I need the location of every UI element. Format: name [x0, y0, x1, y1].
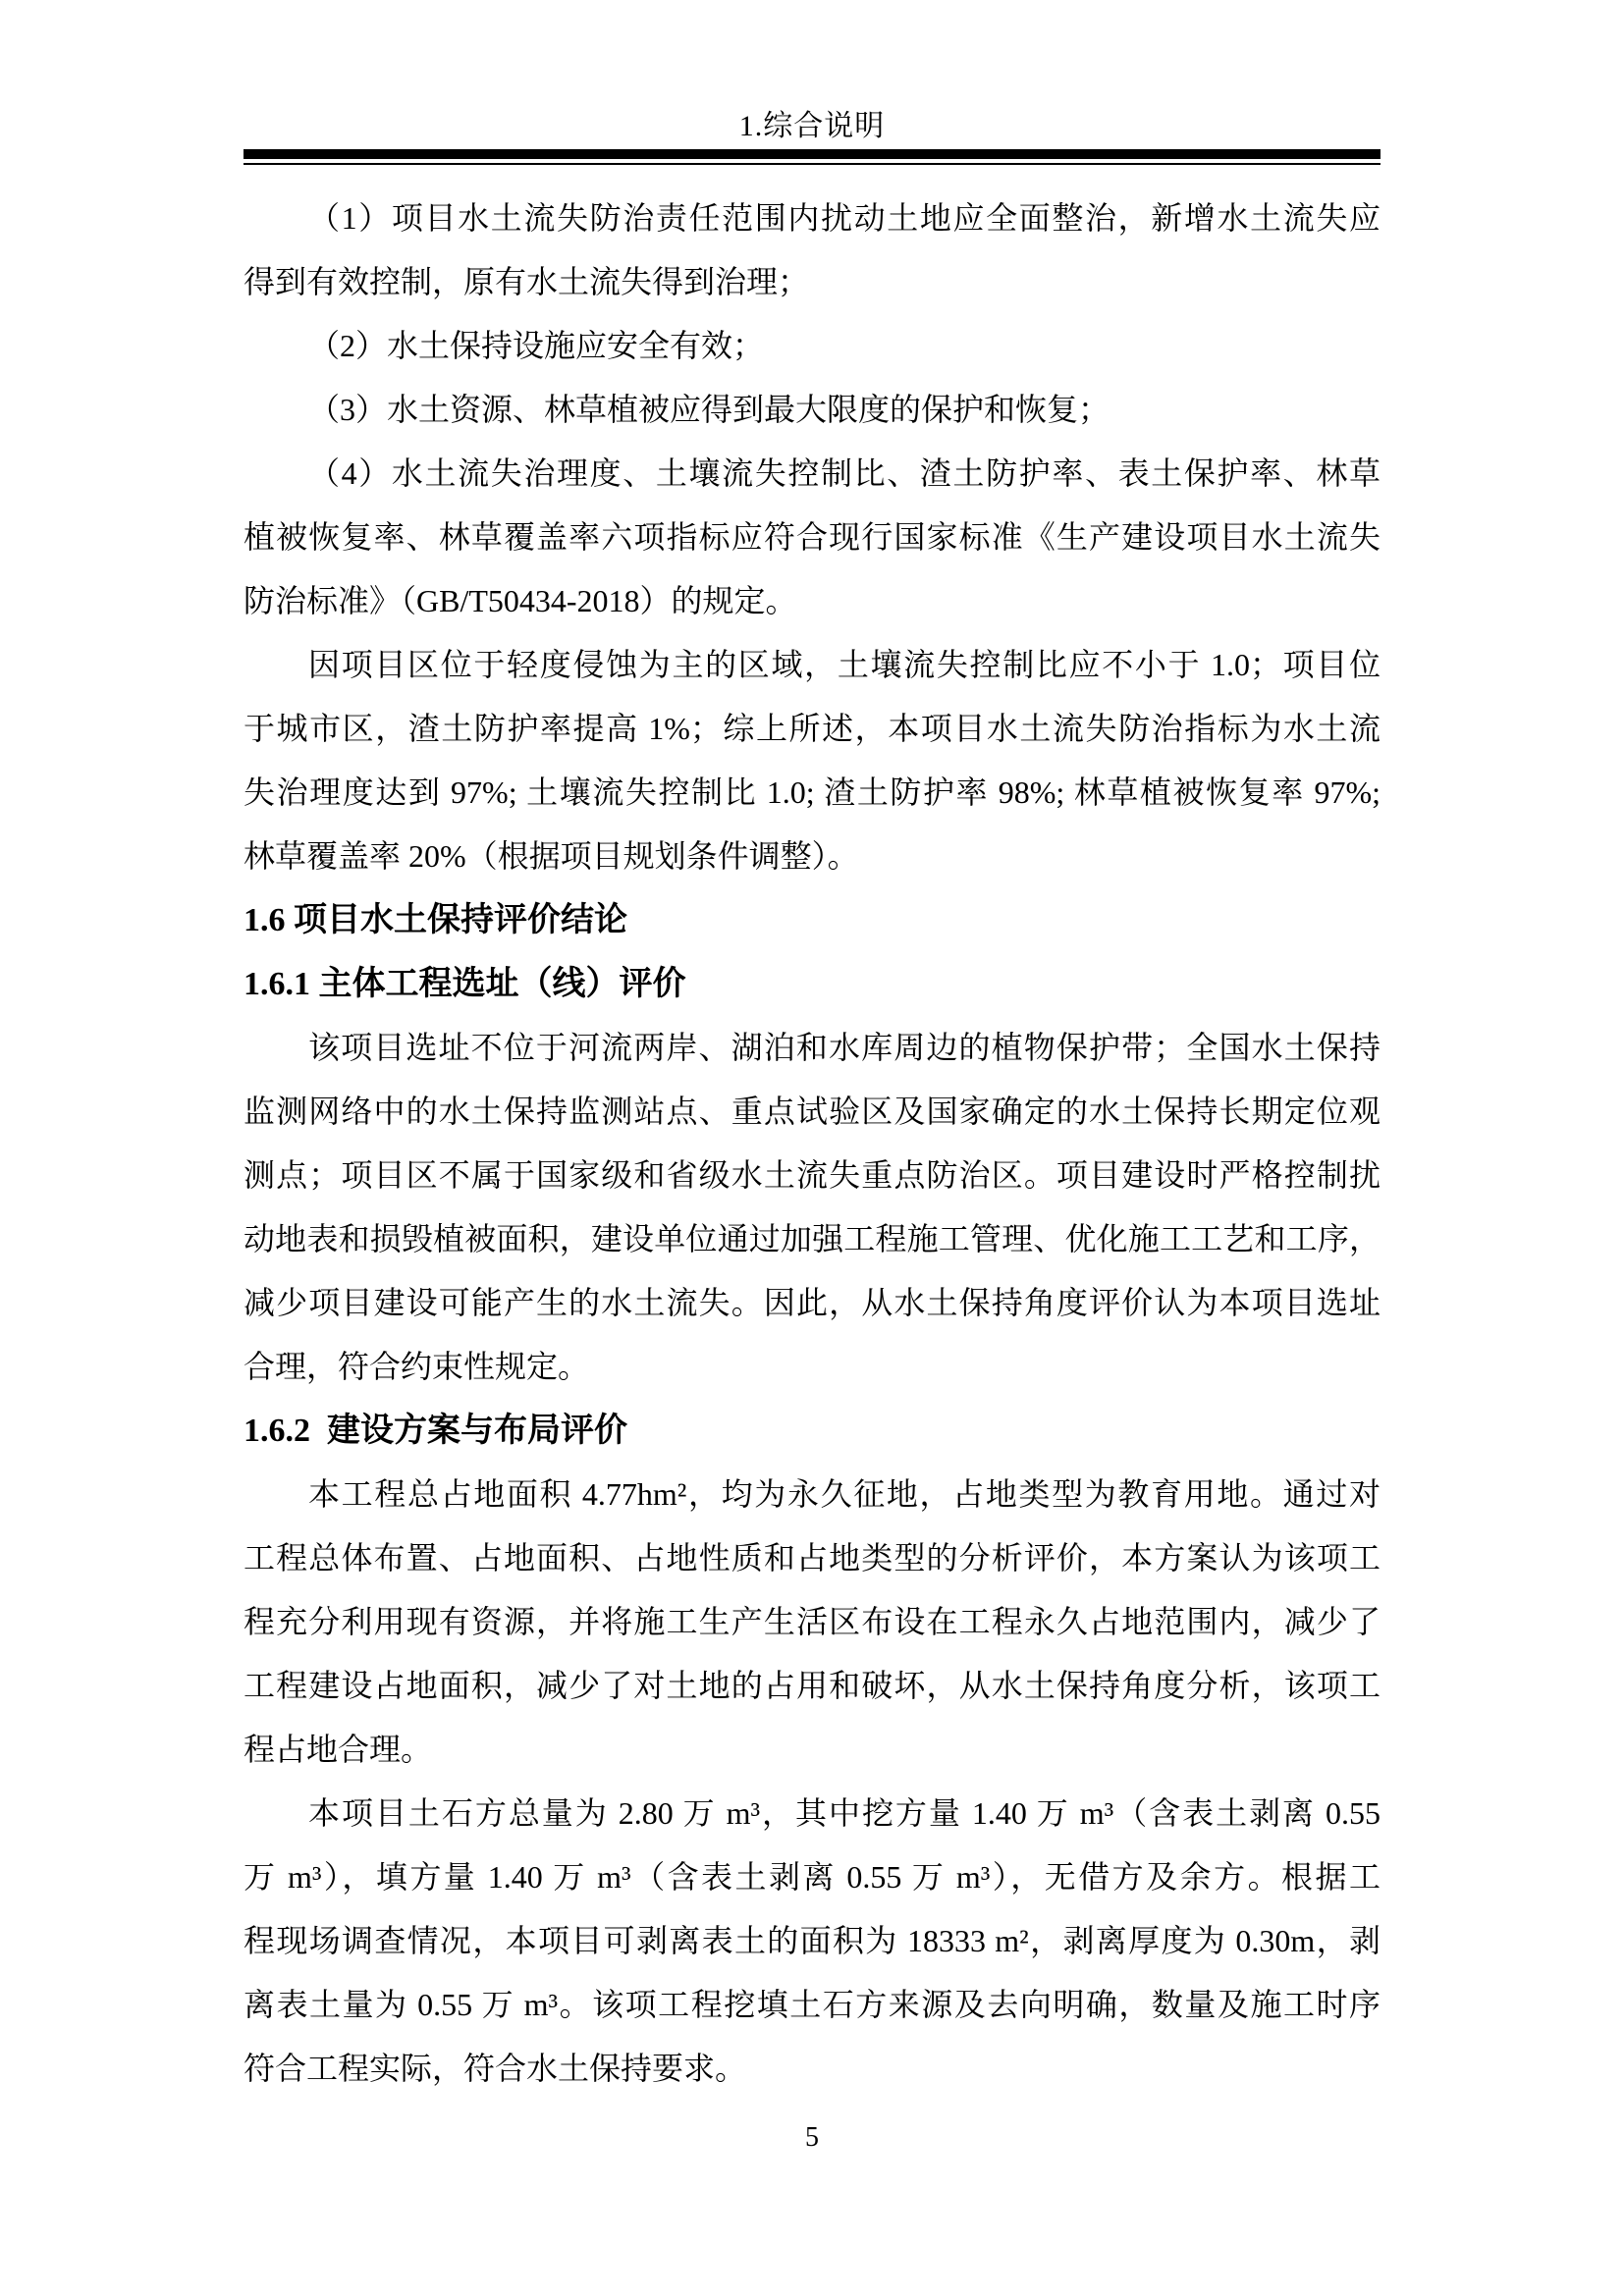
- paragraph-11-line-2: 万 m³），填方量 1.40 万 m³（含表土剥离 0.55 万 m³），无借方及余方。根据工: [244, 1859, 1380, 1895]
- paragraph-11-line-4: 离表土量为 0.55 万 m³。该项工程挖填土石方来源及去向明确，数量及施工时序: [244, 1987, 1380, 2022]
- section-heading-1-6-1: 1.6.1 主体工程选址（线）评价: [244, 966, 686, 1002]
- paragraph-10-line-3: 程充分利用现有资源，并将施工生产生活区布设在工程永久占地范围内，减少了: [244, 1604, 1380, 1639]
- paragraph-8-line-5: 减少项目建设可能产生的水土流失。因此，从水土保持角度评价认为本项目选址: [244, 1285, 1380, 1320]
- paragraph-5-line-3: 失治理度达到 97%; 土壤流失控制比 1.0; 渣土防护率 98%; 林草植被恢复率 97%;: [244, 774, 1380, 810]
- paragraph-3-line-1: （3）水土资源、林草植被应得到最大限度的保护和恢复；: [308, 392, 1110, 427]
- paragraph-11-line-5: 符合工程实际，符合水土保持要求。: [244, 2051, 747, 2086]
- paragraph-1-line-2: 得到有效控制，原有水土流失得到治理；: [244, 264, 810, 299]
- paragraph-8-line-4: 动地表和损毁植被面积，建设单位通过加强工程施工管理、优化施工工艺和工序，: [244, 1221, 1380, 1256]
- paragraph-4-line-1: （4）水土流失治理度、土壤流失控制比、渣土防护率、表土保护率、林草: [308, 455, 1380, 491]
- document-body: [244, 187, 1380, 2101]
- paragraph-10-line-2: 工程总体布置、占地面积、占地性质和占地类型的分析评价，本方案认为该项工: [244, 1540, 1380, 1575]
- page-header-title: 1.综合说明: [738, 110, 886, 142]
- page-header: [244, 106, 1380, 147]
- paragraph-8-line-2: 监测网络中的水土保持监测站点、重点试验区及国家确定的水土保持长期定位观: [244, 1094, 1380, 1129]
- section-heading-1-6-2: 1.6.2 建设方案与布局评价: [244, 1413, 627, 1449]
- paragraph-5-line-4: 林草覆盖率 20%（根据项目规划条件调整）。: [244, 838, 859, 874]
- paragraph-5-line-1: 因项目区位于轻度侵蚀为主的区域，土壤流失控制比应不小于 1.0；项目位: [308, 647, 1380, 682]
- paragraph-11-line-1: 本项目土石方总量为 2.80 万 m³，其中挖方量 1.40 万 m³（含表土剥离 0.55: [308, 1795, 1380, 1831]
- paragraph-8-line-3: 测点；项目区不属于国家级和省级水土流失重点防治区。项目建设时严格控制扰: [244, 1157, 1380, 1193]
- paragraph-8-line-6: 合理，符合约束性规定。: [244, 1349, 590, 1384]
- paragraph-5-line-2: 于城市区，渣土防护率提高 1%；综上所述，本项目水土流失防治指标为水土流: [244, 711, 1380, 746]
- paragraph-10-line-5: 程占地合理。: [244, 1732, 433, 1767]
- paragraph-10-line-1: 本工程总占地面积 4.77hm²，均为永久征地，占地类型为教育用地。通过对: [308, 1476, 1380, 1512]
- page-footer: [244, 2118, 1380, 2158]
- paragraph-8-line-1: 该项目选址不位于河流两岸、湖泊和水库周边的植物保护带；全国水土保持: [308, 1030, 1380, 1065]
- paragraph-4-line-2: 植被恢复率、林草覆盖率六项指标应符合现行国家标准《生产建设项目水土流失: [244, 519, 1380, 555]
- paragraph-2-line-1: （2）水土保持设施应安全有效；: [308, 328, 765, 363]
- page-number: 5: [805, 2122, 819, 2153]
- section-heading-1-6: 1.6 项目水土保持评价结论: [244, 902, 627, 938]
- paragraph-11-line-3: 程现场调查情况，本项目可剥离表土的面积为 18333 m²，剥离厚度为 0.30m，剥: [244, 1923, 1380, 1958]
- paragraph-4-line-3: 防治标准》（GB/T50434-2018）的规定。: [244, 583, 797, 618]
- paragraph-10-line-4: 工程建设占地面积，减少了对土地的占用和破坏，从水土保持角度分析，该项工: [244, 1668, 1380, 1703]
- paragraph-1-line-1: （1）项目水土流失防治责任范围内扰动土地应全面整治，新增水土流失应: [308, 200, 1380, 236]
- header-rule-divider: [244, 149, 1380, 165]
